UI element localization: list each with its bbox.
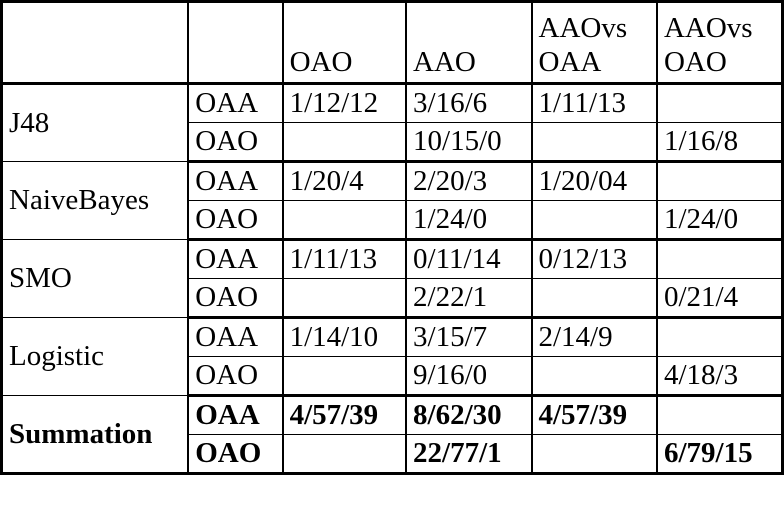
- header-aao: AAO: [406, 2, 531, 84]
- mode-label: OAA: [188, 396, 282, 435]
- value-cell: [532, 279, 657, 318]
- value-cell: 1/24/0: [657, 201, 783, 240]
- value-cell: 0/21/4: [657, 279, 783, 318]
- value-cell: [532, 123, 657, 162]
- mode-label: OAA: [188, 162, 282, 201]
- value-cell: 3/16/6: [406, 84, 531, 123]
- value-cell: 1/16/8: [657, 123, 783, 162]
- value-cell: 1/14/10: [283, 318, 406, 357]
- mode-label: OAA: [188, 84, 282, 123]
- value-cell: 1/24/0: [406, 201, 531, 240]
- value-cell: 4/18/3: [657, 357, 783, 396]
- group-label-j48: J48: [2, 84, 189, 162]
- header-aaovs-oaa: [532, 2, 657, 84]
- value-cell: 8/62/30: [406, 396, 531, 435]
- value-cell: 10/15/0: [406, 123, 531, 162]
- value-cell: 1/20/04: [532, 162, 657, 201]
- value-cell: [283, 435, 406, 474]
- table-row: [2, 240, 783, 279]
- value-cell: 1/11/13: [532, 84, 657, 123]
- value-cell: 2/14/9: [532, 318, 657, 357]
- value-cell: [657, 84, 783, 123]
- value-cell: 0/11/14: [406, 240, 531, 279]
- group-label-summation: Summation: [2, 396, 189, 474]
- value-cell: 2/20/3: [406, 162, 531, 201]
- header-line: AAOvs: [538, 11, 628, 44]
- value-cell: [532, 201, 657, 240]
- mode-label: OAA: [188, 240, 282, 279]
- mode-label: OAO: [188, 279, 282, 318]
- mode-label: OAO: [188, 435, 282, 474]
- group-label-logistic: Logistic: [2, 318, 189, 396]
- value-cell: [532, 357, 657, 396]
- header-row: [2, 2, 783, 84]
- header-empty-mode: [188, 2, 282, 84]
- header-line: OAO: [663, 45, 727, 78]
- value-cell: 3/15/7: [406, 318, 531, 357]
- table-row: [2, 318, 783, 357]
- value-cell: [657, 396, 783, 435]
- value-cell: [657, 240, 783, 279]
- value-cell: [283, 123, 406, 162]
- value-cell: 22/77/1: [406, 435, 531, 474]
- header-aaovs-oao: [657, 2, 783, 84]
- mode-label: OAO: [188, 123, 282, 162]
- mode-label: OAO: [188, 357, 282, 396]
- value-cell: 1/20/4: [283, 162, 406, 201]
- mode-label: OAO: [188, 201, 282, 240]
- value-cell: [657, 162, 783, 201]
- value-cell: 4/57/39: [532, 396, 657, 435]
- value-cell: 9/16/0: [406, 357, 531, 396]
- header-empty-corner: [2, 2, 189, 84]
- table-row: [2, 162, 783, 201]
- header-line: OAA: [538, 45, 602, 78]
- value-cell: 1/12/12: [283, 84, 406, 123]
- value-cell: 0/12/13: [532, 240, 657, 279]
- group-label-naivebayes: NaiveBayes: [2, 162, 189, 240]
- table-row: [2, 84, 783, 123]
- mode-label: OAA: [188, 318, 282, 357]
- header-line: AAOvs: [663, 11, 753, 44]
- value-cell: [283, 357, 406, 396]
- value-cell: [283, 201, 406, 240]
- value-cell: 4/57/39: [283, 396, 406, 435]
- value-cell: [532, 435, 657, 474]
- value-cell: 1/11/13: [283, 240, 406, 279]
- value-cell: 2/22/1: [406, 279, 531, 318]
- table-row: [2, 396, 783, 435]
- value-cell: [283, 279, 406, 318]
- value-cell: 6/79/15: [657, 435, 783, 474]
- group-label-smo: SMO: [2, 240, 189, 318]
- header-oao: OAO: [283, 2, 406, 84]
- value-cell: [657, 318, 783, 357]
